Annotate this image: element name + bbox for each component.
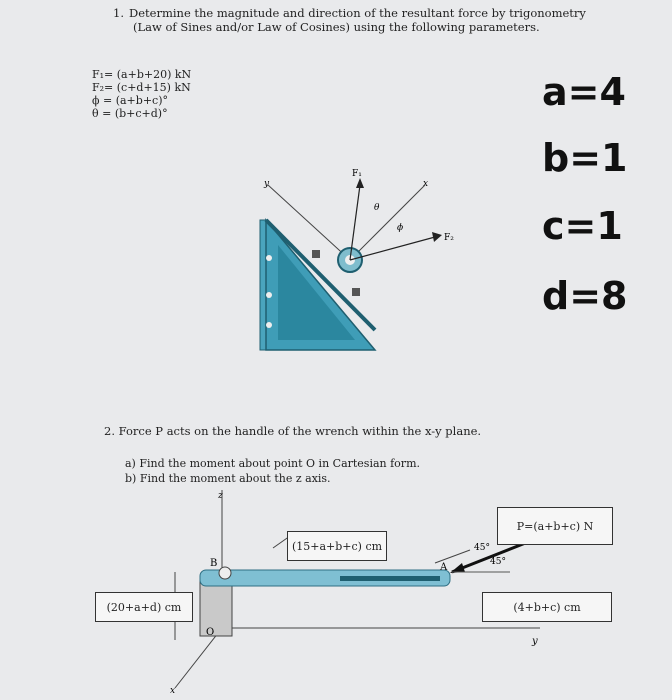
problem-2-title: 2. Force P acts on the handle of the wrench within the x-y plane. [104,424,482,438]
value-d: d=8 [542,274,628,318]
point-o-label: O [206,627,215,638]
handle-length-label: (15+a+b+c) cm [287,531,387,561]
x-axis-label: x [170,686,176,696]
offset-label: (4+b+c) cm [482,592,612,622]
param-f2: F₂= (c+d+15) kN [92,81,191,94]
height-label: (20+a+d) cm [95,592,193,622]
value-a: a=4 [542,70,626,114]
problem-2-part-b: b) Find the moment about the z axis. [125,472,331,485]
fig1-theta-label: θ [374,203,380,213]
param-phi: ϕ = (a+b+c)° [92,94,168,107]
problem-1-line-1: Determine the magnitude and direction of the resultant force by trigonometry [129,6,586,20]
angle-1-label: 45° [474,543,490,553]
param-f1: F₁= (a+b+20) kN [92,68,192,81]
z-axis-label: z [218,491,223,501]
fig1-y-label: y [264,179,270,189]
problem-2-part-a: a) Find the moment about point O in Cartesian form. [125,457,420,470]
fig1-f2-label: F₂ [444,233,454,243]
problem-1-number: 1. [113,6,124,20]
fig1-f1-label: F₁ [352,169,362,179]
fig1-phi-label: ϕ [397,223,404,233]
problem-1-line-2: (Law of Sines and/or Law of Cosines) using the following parameters. [133,20,540,34]
problem-1-heading [113,6,586,34]
param-theta: θ = (b+c+d)° [92,107,168,120]
point-b-label: B [210,558,218,569]
fig1-x-label: x [423,179,429,189]
angle-2-label: 45° [490,557,506,567]
point-a-label: A [440,562,448,573]
value-c: c=1 [542,204,623,248]
parameter-list [92,68,191,120]
y-axis-label: y [532,636,538,647]
force-p-label: P=(a+b+c) N [497,507,613,545]
value-b: b=1 [542,136,628,180]
bracket-figure [230,160,470,360]
